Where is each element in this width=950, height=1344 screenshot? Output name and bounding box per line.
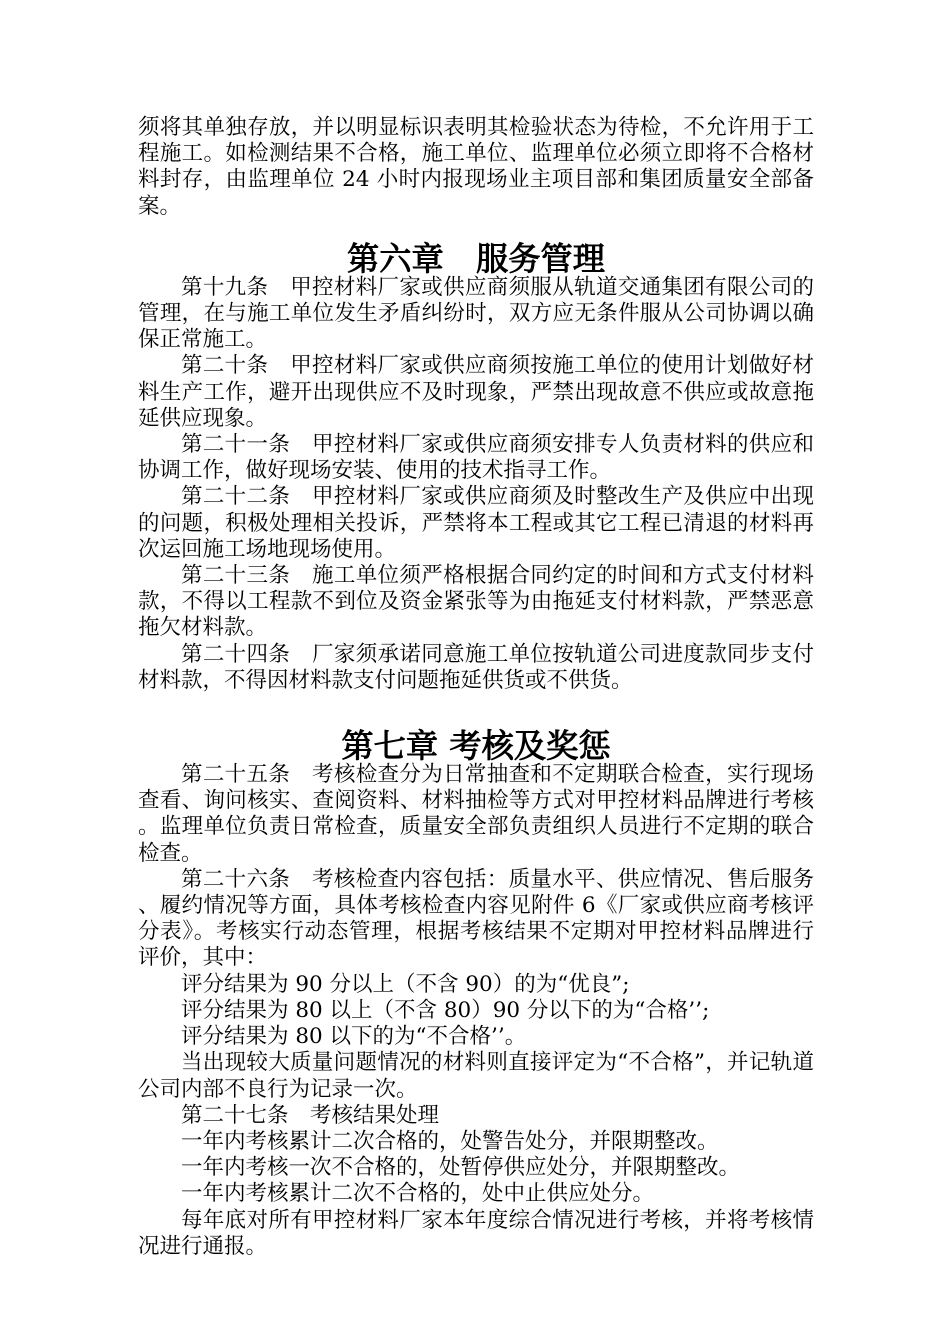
article-20: 第二十条 甲控材料厂家或供应商须按施工单位的使用计划做好材料生产工作，避开出现供应不及时现象，严禁出现故意不供应或故意拖延供应现象。 bbox=[138, 353, 814, 431]
chapter-6-title: 第六章 服务管理 bbox=[347, 239, 605, 278]
result-two-unqualified: 一年内考核累计二次不合格的，处中止供应处分。 bbox=[181, 1181, 655, 1207]
article-22: 第二十二条 甲控材料厂家或供应商须及时整改生产及供应中出现的问题，积极处理相关投诉，严禁将本工程或其它工程已清退的材料再次运回施工场地现场使用。 bbox=[138, 484, 814, 562]
paragraph-continuation: 须将其单独存放，并以明显标识表明其检验状态为待检，不允许用于工程施工。如检测结果不合格，施工单位、监理单位必须立即将不合格材料封存，由监理单位 24 小时内报现场业主项目部和集团质量安全部备案。 bbox=[138, 115, 814, 219]
result-two-qualified: 一年内考核累计二次合格的，处警告处分，并限期整改。 bbox=[181, 1128, 719, 1154]
chapter-7-title: 第七章 考核及奖惩 bbox=[341, 727, 611, 766]
article-19: 第十九条 甲控材料厂家或供应商须服从轨道交通集团有限公司的管理，在与施工单位发生矛盾纠纷时，双方应无条件服从公司协调以确保正常施工。 bbox=[138, 274, 814, 353]
rating-excellent: 评分结果为 90 分以上（不含 90）的为“优良”; bbox=[181, 971, 630, 997]
article-21: 第二十一条 甲控材料厂家或供应商须安排专人负责材料的供应和协调工作，做好现场安装、使用的技术指寻工作。 bbox=[138, 432, 814, 484]
article-24: 第二十四条 厂家须承诺同意施工单位按轨道公司进度款同步支付材料款，不得因材料款支付问题拖延供货或不供货。 bbox=[138, 641, 814, 693]
result-one-unqualified: 一年内考核一次不合格的，处暂停供应处分，并限期整改。 bbox=[181, 1155, 741, 1181]
article-23: 第二十三条 施工单位须严格根据合同约定的时间和方式支付材料款，不得以工程款不到位及资金紧张等为由拖延支付材料款，严禁恶意拖欠材料款。 bbox=[138, 563, 814, 641]
annual-assessment: 每年底对所有甲控材料厂家本年度综合情况进行考核，并将考核情况进行通报。 bbox=[138, 1207, 814, 1259]
rating-unqualified: 评分结果为 80 以下的为“不合格’’。 bbox=[181, 1024, 527, 1050]
article-25: 第二十五条 考核检查分为日常抽查和不定期联合检查，实行现场查看、询问核实、查阅资料、材料抽检等方式对甲控材料品牌进行考核。监理单位负责日常检查，质量安全部负责组织人员进行不定期的联合检查。 bbox=[138, 762, 814, 866]
major-quality-issue-rule: 当出现较大质量问题情况的材料则直接评定为“不合格”，并记轨道公司内部不良行为记录一次。 bbox=[138, 1050, 814, 1102]
article-26: 第二十六条 考核检查内容包括：质量水平、供应情况、售后服务、履约情况等方面，具体考核检查内容见附件 6《厂家或供应商考核评分表》。考核实行动态管理，根据考核结果不定期对甲控材料品牌进行评价，其中： bbox=[138, 866, 814, 971]
rating-qualified: 评分结果为 80 以上（不含 80）90 分以下的为“合格’’; bbox=[181, 997, 710, 1023]
article-27: 第二十七条 考核结果处理 bbox=[181, 1102, 440, 1128]
document-page bbox=[138, 115, 814, 1260]
